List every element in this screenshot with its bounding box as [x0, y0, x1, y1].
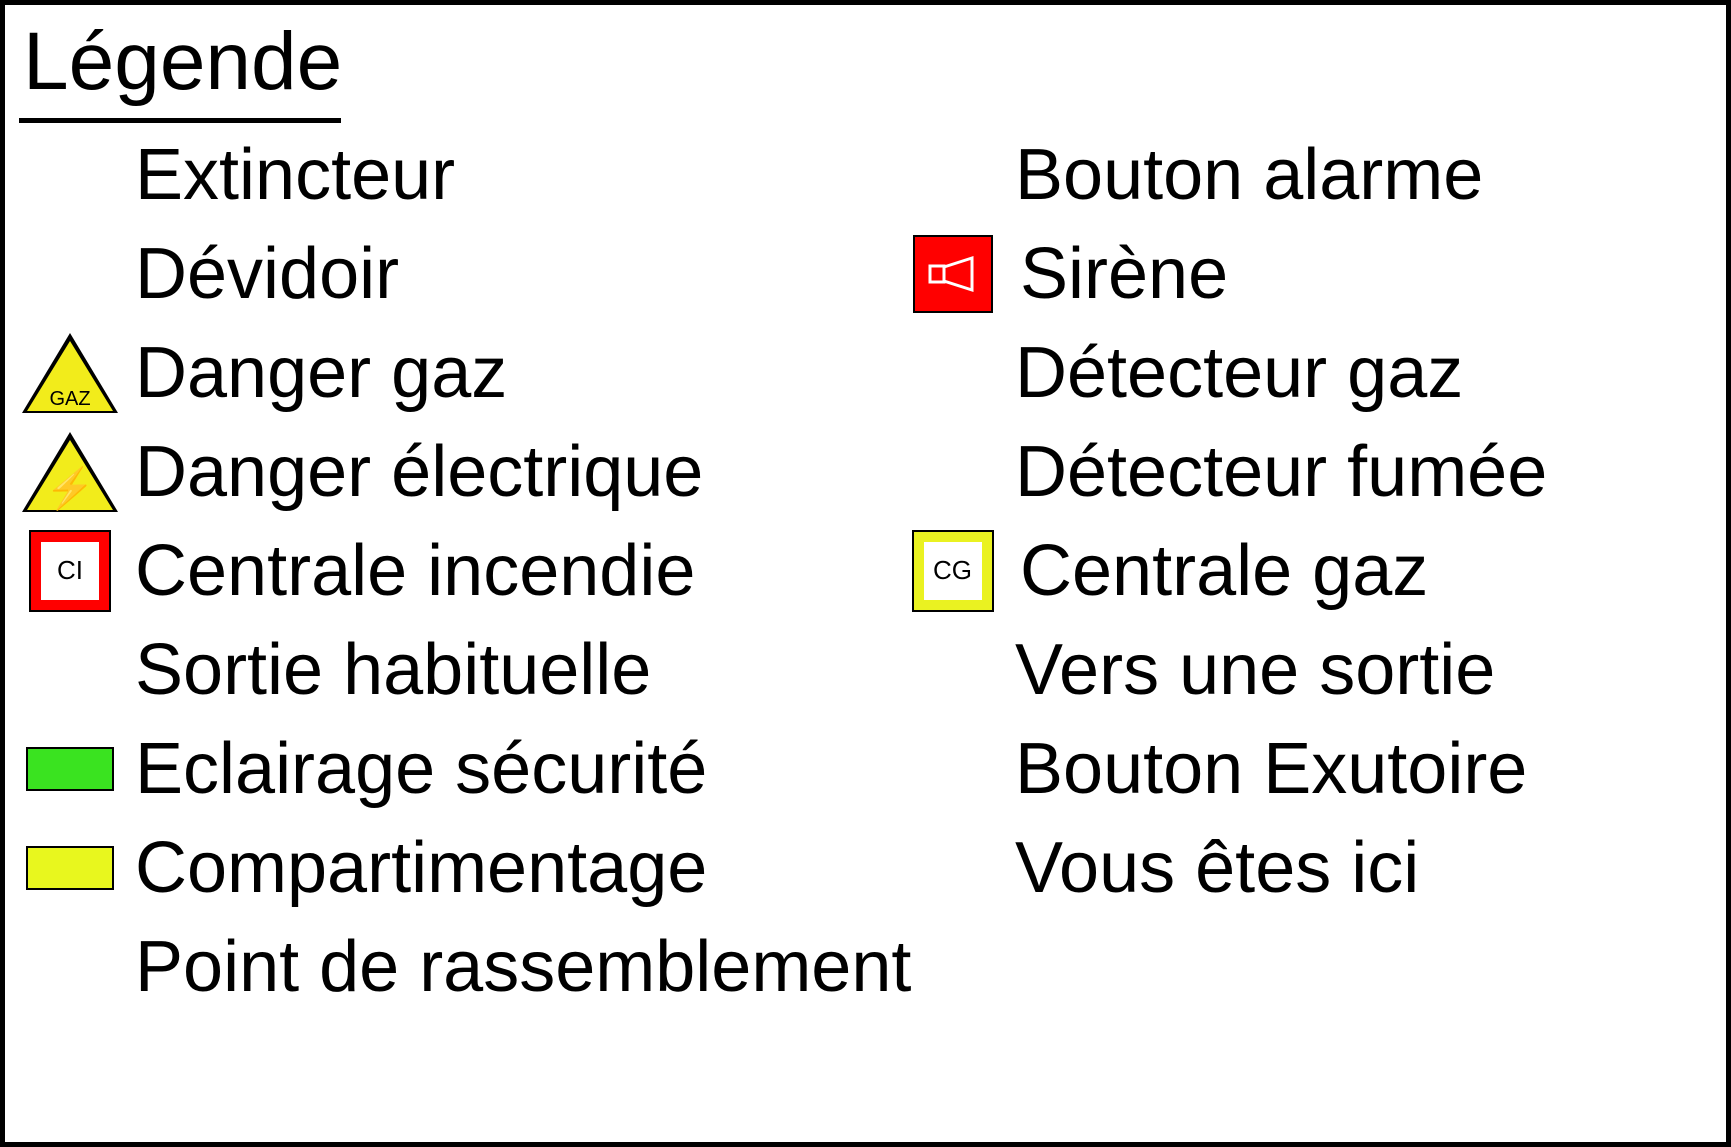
- icon-slot: [885, 521, 1020, 620]
- legend-entry: [5, 224, 885, 323]
- legend-entry: [885, 422, 1725, 521]
- fire-panel-label: CI: [57, 555, 83, 585]
- legend-label: Détecteur gaz: [1015, 332, 1464, 413]
- yellow-bar-icon: [26, 846, 114, 890]
- legend-label: Vous êtes ici: [1015, 827, 1420, 908]
- legend-row: [5, 719, 1726, 818]
- legend-entry: [5, 818, 885, 917]
- legend-rows: [5, 125, 1726, 1016]
- icon-slot-empty: [5, 125, 135, 224]
- legend-label: Bouton alarme: [1015, 134, 1484, 215]
- icon-slot-empty: [885, 719, 1015, 818]
- legend-entry: [5, 422, 885, 521]
- green-bar-icon: [26, 747, 114, 791]
- icon-slot: [5, 719, 135, 818]
- icon-slot-empty: [5, 224, 135, 323]
- icon-slot-empty: [885, 422, 1015, 521]
- icon-slot-empty: [5, 620, 135, 719]
- legend-label: Sortie habituelle: [135, 629, 652, 710]
- triangle-label: GAZ: [49, 387, 91, 410]
- icon-slot: [5, 323, 135, 422]
- legend-row: [5, 521, 1726, 620]
- icon-slot-empty: [885, 323, 1015, 422]
- legend-row: [5, 224, 1726, 323]
- warning-triangle-gas-icon: [22, 333, 118, 413]
- legend-entry: [5, 323, 885, 422]
- legend-label: Vers une sortie: [1015, 629, 1496, 710]
- icon-slot-empty: [885, 818, 1015, 917]
- legend-label: Détecteur fumée: [1015, 431, 1548, 512]
- legend-label: Danger électrique: [135, 431, 704, 512]
- legend-entry: [5, 719, 885, 818]
- legend-label: Centrale incendie: [135, 530, 696, 611]
- legend-label: Compartimentage: [135, 827, 708, 908]
- legend-entry: [885, 719, 1725, 818]
- icon-slot: [885, 224, 1020, 323]
- legend-entry: [5, 521, 885, 620]
- page-title: Légende: [23, 16, 343, 107]
- legend-row: [5, 620, 1726, 719]
- legend-entry: [885, 521, 1725, 620]
- gas-panel-icon: [914, 532, 992, 610]
- legend-entry: [885, 818, 1725, 917]
- legend-row: [5, 422, 1726, 521]
- legend-entry: [885, 620, 1725, 719]
- legend-entry: [885, 224, 1725, 323]
- legend-row: [5, 323, 1726, 422]
- title-underline: [19, 118, 341, 123]
- legend-label: Eclairage sécurité: [135, 728, 708, 809]
- icon-slot-empty: [5, 917, 135, 1016]
- legend-label: Bouton Exutoire: [1015, 728, 1528, 809]
- icon-slot: [5, 521, 135, 620]
- legend-row: [5, 818, 1726, 917]
- legend-label: Dévidoir: [135, 233, 400, 314]
- legend-label: Sirène: [1020, 233, 1229, 314]
- icon-slot: [5, 818, 135, 917]
- legend-label: Danger gaz: [135, 332, 508, 413]
- fire-panel-icon: [31, 532, 109, 610]
- legend-row: [5, 125, 1726, 224]
- siren-horn-icon: [926, 254, 980, 294]
- legend-entry: [5, 917, 912, 1016]
- legend-entry: [885, 125, 1725, 224]
- legend-label: Centrale gaz: [1020, 530, 1429, 611]
- legend-label: Extincteur: [135, 134, 456, 215]
- legend-row: [5, 917, 1726, 1016]
- warning-triangle-electric-icon: [22, 432, 118, 512]
- lightning-bolt-icon: ⚡: [45, 466, 95, 511]
- legend-entry: [5, 125, 885, 224]
- icon-slot-empty: [885, 125, 1015, 224]
- legend-entry: [885, 323, 1725, 422]
- icon-slot: [5, 422, 135, 521]
- gas-panel-label: CG: [933, 555, 972, 585]
- icon-slot-empty: [885, 620, 1015, 719]
- siren-icon: [913, 235, 993, 313]
- legend-label: Point de rassemblement: [135, 926, 912, 1007]
- legend-entry: [5, 620, 885, 719]
